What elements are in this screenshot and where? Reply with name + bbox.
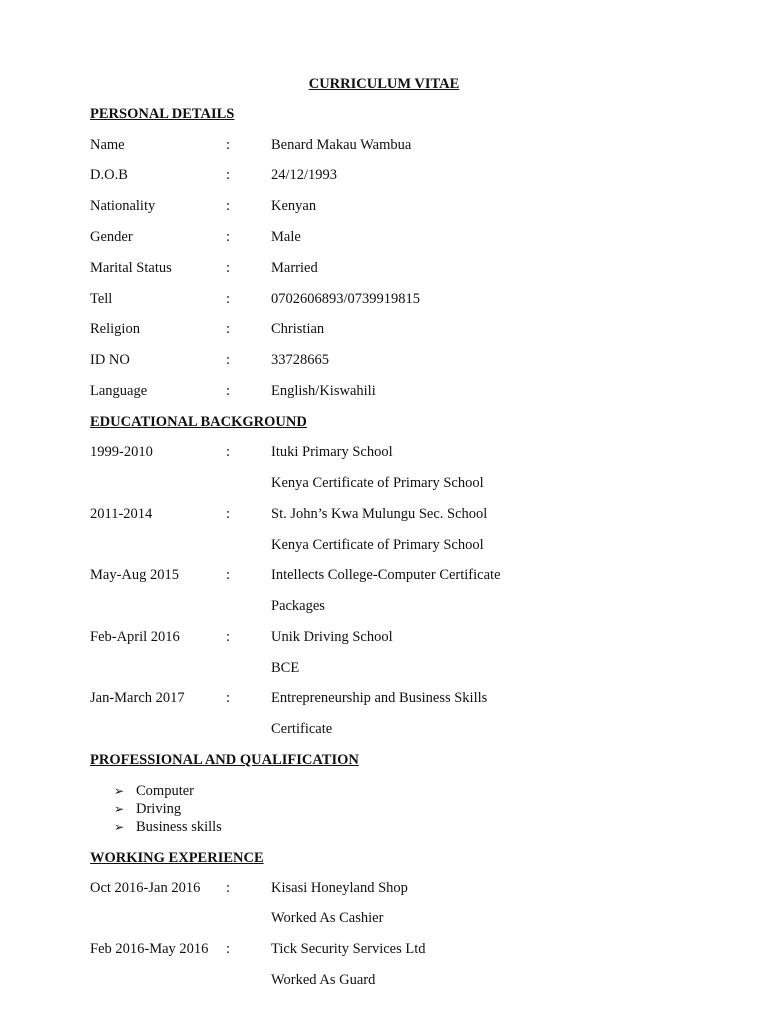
row-value: Worked As Cashier: [271, 910, 384, 926]
row-label: Tell: [90, 291, 113, 307]
personal-details-heading: PERSONAL DETAILS: [90, 106, 235, 122]
education-row: [0, 475, 768, 495]
row-separator: :: [226, 690, 231, 706]
row-separator: :: [226, 444, 231, 460]
row-label: Feb-April 2016: [90, 629, 180, 645]
row-label: Jan-March 2017: [90, 690, 185, 706]
education-row: [0, 690, 768, 710]
row-value: Kenya Certificate of Primary School: [271, 537, 484, 553]
list-item-label: Computer: [136, 783, 194, 799]
education-row: [0, 598, 768, 618]
experience-heading: WORKING EXPERIENCE: [90, 850, 264, 866]
row-separator: :: [226, 291, 231, 307]
list-item: [114, 800, 222, 818]
personal-row-dob: [0, 167, 768, 187]
arrowhead-bullet-icon: ➢: [114, 802, 125, 816]
experience-row: [0, 880, 768, 900]
row-separator: :: [226, 229, 231, 245]
row-separator: :: [226, 167, 231, 183]
experience-row: [0, 910, 768, 930]
education-row: [0, 444, 768, 464]
row-value: 0702606893/0739919815: [271, 291, 421, 307]
row-separator: :: [226, 321, 231, 337]
row-value: 33728665: [271, 352, 329, 368]
row-value: Kenya Certificate of Primary School: [271, 475, 484, 491]
row-value: 24/12/1993: [271, 167, 338, 183]
row-value: Christian: [271, 321, 325, 337]
personal-row-nationality: [0, 198, 768, 218]
education-row: [0, 629, 768, 649]
row-value: Ituki Primary School: [271, 444, 393, 460]
professional-heading: PROFESSIONAL AND QUALIFICATION: [90, 752, 359, 768]
row-label: 2011-2014: [90, 506, 153, 522]
row-value: Entrepreneurship and Business Skills: [271, 690, 488, 706]
row-value: Intellects College-Computer Certificate: [271, 567, 501, 583]
row-label: Gender: [90, 229, 133, 245]
row-separator: :: [226, 352, 231, 368]
row-separator: :: [226, 137, 231, 153]
row-separator: :: [226, 880, 231, 896]
row-value: Male: [271, 229, 301, 245]
personal-row-tell: [0, 291, 768, 311]
row-label: Language: [90, 383, 148, 399]
qualification-list: [114, 782, 222, 836]
row-label: Marital Status: [90, 260, 172, 276]
row-separator: :: [226, 198, 231, 214]
row-value: Married: [271, 260, 318, 276]
row-value: Unik Driving School: [271, 629, 393, 645]
row-label: 1999-2010: [90, 444, 153, 460]
experience-row: [0, 941, 768, 961]
personal-row-id-no: [0, 352, 768, 372]
education-row: [0, 660, 768, 680]
row-label: Name: [90, 137, 125, 153]
education-row: [0, 537, 768, 557]
row-value: Tick Security Services Ltd: [271, 941, 426, 957]
list-item: [114, 818, 222, 836]
row-value: Certificate: [271, 721, 333, 737]
arrowhead-bullet-icon: ➢: [114, 820, 125, 834]
arrowhead-bullet-icon: ➢: [114, 784, 125, 798]
personal-row-gender: [0, 229, 768, 249]
row-label: Feb 2016-May 2016: [90, 941, 209, 957]
row-label: ID NO: [90, 352, 130, 368]
row-value: English/Kiswahili: [271, 383, 376, 399]
row-separator: :: [226, 260, 231, 276]
list-item-label: Driving: [136, 801, 182, 817]
row-label: Nationality: [90, 198, 156, 214]
list-item: [114, 782, 222, 800]
row-separator: :: [226, 629, 231, 645]
row-value: Kisasi Honeyland Shop: [271, 880, 408, 896]
education-row: [0, 506, 768, 526]
experience-row: [0, 972, 768, 992]
education-row: [0, 721, 768, 741]
row-label: May-Aug 2015: [90, 567, 180, 583]
personal-row-name: [0, 137, 768, 157]
row-label: Religion: [90, 321, 140, 337]
row-value: St. John’s Kwa Mulungu Sec. School: [271, 506, 488, 522]
row-value: BCE: [271, 660, 300, 676]
row-separator: :: [226, 567, 231, 583]
row-value: Benard Makau Wambua: [271, 137, 412, 153]
personal-row-marital-status: [0, 260, 768, 280]
personal-row-religion: [0, 321, 768, 341]
row-value: Worked As Guard: [271, 972, 376, 988]
row-value: Packages: [271, 598, 325, 614]
row-label: Oct 2016-Jan 2016: [90, 880, 201, 896]
row-separator: :: [226, 506, 231, 522]
row-separator: :: [226, 941, 231, 957]
row-label: D.O.B: [90, 167, 128, 183]
education-row: [0, 567, 768, 587]
personal-row-language: [0, 383, 768, 403]
list-item-label: Business skills: [136, 819, 222, 835]
education-heading: EDUCATIONAL BACKGROUND: [90, 414, 307, 430]
row-separator: :: [226, 383, 231, 399]
document-title: CURRICULUM VITAE: [308, 76, 460, 92]
row-value: Kenyan: [271, 198, 317, 214]
